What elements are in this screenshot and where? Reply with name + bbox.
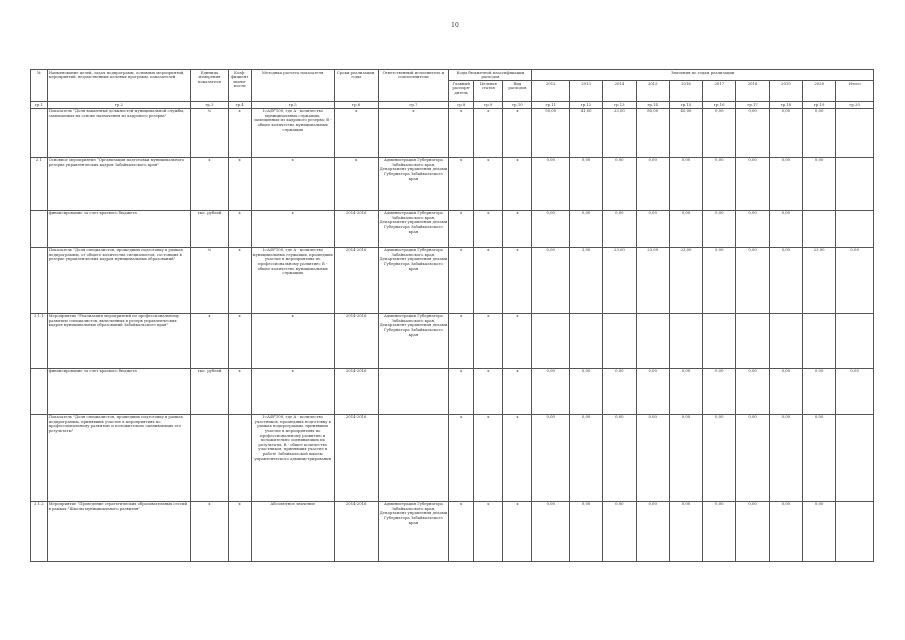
header-year: 2012 bbox=[532, 81, 569, 102]
row-value: 0,00 bbox=[769, 368, 802, 414]
row-value: 0,00 bbox=[703, 368, 736, 414]
row-value: 0,00 bbox=[803, 368, 836, 414]
row-value: 0,00 bbox=[569, 210, 602, 247]
header-year: 2018 bbox=[736, 81, 769, 102]
row-value: 0,00 bbox=[603, 157, 636, 210]
table-row bbox=[31, 247, 874, 313]
row-value: 0,00 bbox=[736, 414, 769, 501]
row-budget-code: x bbox=[503, 313, 532, 368]
row-budget-code: x bbox=[474, 313, 503, 368]
row-value: 0,00 bbox=[769, 501, 802, 561]
header-row-1 bbox=[31, 70, 874, 81]
header-year: 2016 bbox=[669, 81, 702, 102]
row-executor: x bbox=[378, 108, 449, 157]
row-coef: x bbox=[228, 108, 251, 157]
header-budget-col: Целевая статья bbox=[474, 81, 503, 102]
header-exec: Ответственный исполнитель и соисполнители bbox=[378, 70, 449, 102]
row-value: 0,00 bbox=[603, 414, 636, 501]
row-value: 0,00 bbox=[569, 501, 602, 561]
row-value: 0,00 bbox=[532, 210, 569, 247]
row-value: 3,00 bbox=[569, 247, 602, 313]
header-budget-col: Вид расходов bbox=[503, 81, 532, 102]
row-name: Основное мероприятие "Организация подготовки муниципального резерва управленческих кадров Забайкальского края" bbox=[47, 157, 191, 210]
row-value bbox=[569, 313, 602, 368]
row-term: x bbox=[334, 108, 378, 157]
row-unit: % bbox=[191, 247, 228, 313]
col-number: гр.11 bbox=[532, 102, 569, 109]
row-term: 2014-2016 bbox=[334, 247, 378, 313]
row-name: финансирование за счет краевого бюджета bbox=[47, 368, 191, 414]
row-value: 0,00 bbox=[736, 210, 769, 247]
row-unit: % bbox=[191, 108, 228, 157]
row-name: финансирование за счет краевого бюджета bbox=[47, 210, 191, 247]
row-value: 0,00 bbox=[769, 210, 802, 247]
row-value: 0,00 bbox=[669, 210, 702, 247]
row-budget-code: x bbox=[474, 157, 503, 210]
header-year: 2017 bbox=[703, 81, 736, 102]
row-value: 0,00 bbox=[769, 108, 802, 157]
row-value: 0,00 bbox=[703, 210, 736, 247]
row-value: 0,00 bbox=[703, 108, 736, 157]
header-values-group: Значения по годам реализации bbox=[532, 70, 874, 81]
row-budget-code: x bbox=[503, 247, 532, 313]
row-value: 0,00 bbox=[769, 414, 802, 501]
row-coef: x bbox=[228, 210, 251, 247]
row-value bbox=[636, 313, 669, 368]
row-value bbox=[803, 313, 836, 368]
row-budget-code: x bbox=[449, 313, 474, 368]
row-name: Показатель "Доля вакантных должностей муниципальной службы, замещаемых на основе назначения из кадрового резерва" bbox=[47, 108, 191, 157]
row-coef: x bbox=[228, 313, 251, 368]
row-budget-code: x bbox=[503, 210, 532, 247]
row-value: 0,00 bbox=[669, 501, 702, 561]
row-name: Мероприятие "Проведение стратегических образовательных сессий в рамках "Школы муниципального развития" bbox=[47, 501, 191, 561]
row-value: 0,00 bbox=[736, 368, 769, 414]
row-number: 2.1.2 bbox=[31, 501, 48, 561]
column-numbers-row bbox=[31, 102, 874, 109]
row-value: 0,00 bbox=[569, 414, 602, 501]
row-term: 2014-2016 bbox=[334, 501, 378, 561]
row-budget-code: x bbox=[503, 368, 532, 414]
header-unit: Единица измерения показателя bbox=[191, 70, 228, 102]
row-budget-code: x bbox=[474, 501, 503, 561]
row-budget-code: x bbox=[503, 414, 532, 501]
row-coef: x bbox=[228, 157, 251, 210]
row-value: 0,00 bbox=[769, 157, 802, 210]
col-number: гр.2 bbox=[47, 102, 191, 109]
row-budget-code: x bbox=[474, 210, 503, 247]
table-row bbox=[31, 313, 874, 368]
row-value bbox=[669, 313, 702, 368]
row-value: 0,00 bbox=[532, 157, 569, 210]
row-value bbox=[836, 313, 874, 368]
header-budget-group: Коды бюджетной классификации расходов bbox=[449, 70, 532, 81]
col-number: гр.19 bbox=[803, 102, 836, 109]
row-value: 0,00 bbox=[532, 368, 569, 414]
row-number bbox=[31, 108, 48, 157]
row-executor: Администрация Губернатора Забайкальского края, Департамент управления делами Губернатора Забайкальского края bbox=[378, 501, 449, 561]
program-table bbox=[30, 69, 874, 562]
row-budget-code: x bbox=[449, 210, 474, 247]
row-value bbox=[736, 313, 769, 368]
row-value: 0,00 bbox=[532, 501, 569, 561]
row-coef: x bbox=[228, 501, 251, 561]
row-value: 23,00 bbox=[603, 247, 636, 313]
header-year: 2015 bbox=[636, 81, 669, 102]
table-row bbox=[31, 414, 874, 501]
row-value bbox=[769, 313, 802, 368]
row-value: 80,00 bbox=[636, 108, 669, 157]
col-number: гр.13 bbox=[603, 102, 636, 109]
row-value: 0,00 bbox=[569, 368, 602, 414]
row-value: 0,00 bbox=[532, 247, 569, 313]
row-executor: Администрация Губернатора Забайкальского края, Департамент управления делами Губернатора Забайкальского края bbox=[378, 313, 449, 368]
row-number: 2.1 bbox=[31, 157, 48, 210]
row-value: 0,00 bbox=[769, 247, 802, 313]
row-number bbox=[31, 247, 48, 313]
row-number: 2.1.1 bbox=[31, 313, 48, 368]
header-year: Итого bbox=[836, 81, 874, 102]
header-coef: Коэф-фициент значи-мости bbox=[228, 70, 251, 102]
row-method: x bbox=[251, 313, 334, 368]
row-method: x bbox=[251, 210, 334, 247]
col-number: гр.8 bbox=[449, 102, 474, 109]
row-executor: Администрация Губернатора Забайкальского края, Департамент управления делами Губернатора Забайкальского края bbox=[378, 210, 449, 247]
row-term: 2014-2016 bbox=[334, 313, 378, 368]
table-row bbox=[31, 210, 874, 247]
row-value: 0,00 bbox=[603, 368, 636, 414]
col-number: гр.15 bbox=[669, 102, 702, 109]
row-value: 0,00 bbox=[636, 414, 669, 501]
col-number: гр.14 bbox=[636, 102, 669, 109]
row-value: 0,00 bbox=[636, 368, 669, 414]
row-value bbox=[603, 313, 636, 368]
col-number: гр.18 bbox=[769, 102, 802, 109]
row-value: 0,00 bbox=[532, 414, 569, 501]
row-unit: тыс. рублей bbox=[191, 210, 228, 247]
table-row bbox=[31, 501, 874, 561]
row-value: 0,00 bbox=[569, 157, 602, 210]
row-budget-code: x bbox=[449, 501, 474, 561]
row-unit: x bbox=[191, 501, 228, 561]
row-budget-code: x bbox=[449, 414, 474, 501]
row-value bbox=[836, 501, 874, 561]
row-value: 23,00 bbox=[803, 247, 836, 313]
row-term: 2014-2016 bbox=[334, 414, 378, 501]
row-budget-code: x bbox=[449, 108, 474, 157]
row-value: 0,00 bbox=[636, 157, 669, 210]
row-value: 0,00 bbox=[736, 501, 769, 561]
row-value: 0,00 bbox=[836, 247, 874, 313]
row-value: 0,00 bbox=[703, 414, 736, 501]
row-value: 0,00 bbox=[736, 157, 769, 210]
row-budget-code: x bbox=[503, 501, 532, 561]
row-number bbox=[31, 210, 48, 247]
row-method: I=A/B*100, где А - количество муниципальных служащих, прошедших участие в мероприятиях по профессиональному развитию; B - общее количество муниципальных служащих bbox=[251, 247, 334, 313]
row-value: 0,00 bbox=[669, 157, 702, 210]
row-value bbox=[836, 157, 874, 210]
row-number bbox=[31, 414, 48, 501]
row-value: 40,00 bbox=[669, 108, 702, 157]
header-term: Сроки реализации, годы bbox=[334, 70, 378, 102]
col-number: гр.17 bbox=[736, 102, 769, 109]
row-method: Абсолютное значение bbox=[251, 501, 334, 561]
row-unit: тыс. рублей bbox=[191, 368, 228, 414]
row-method: x bbox=[251, 368, 334, 414]
row-value: 0,00 bbox=[703, 157, 736, 210]
col-number: гр.4 bbox=[228, 102, 251, 109]
table-row bbox=[31, 157, 874, 210]
row-name: Показатель "Доля специалистов, прошедших подготовку в рамках подпрограммы, от общего количества специалистов, состоящих в резерве управленческих кадров муниципальных образований" bbox=[47, 247, 191, 313]
row-value bbox=[703, 313, 736, 368]
row-budget-code: x bbox=[449, 157, 474, 210]
page-number: 10 bbox=[451, 22, 459, 29]
row-budget-code: x bbox=[449, 247, 474, 313]
row-value bbox=[836, 108, 874, 157]
col-number: гр.9 bbox=[474, 102, 503, 109]
header-year: 2020 bbox=[803, 81, 836, 102]
row-budget-code: x bbox=[474, 108, 503, 157]
row-coef: x bbox=[228, 247, 251, 313]
row-value: 0,00 bbox=[636, 210, 669, 247]
row-executor: Администрация Губернатора Забайкальского края, Департамент управления делами Губернатора Забайкальского края bbox=[378, 157, 449, 210]
col-number: гр.16 bbox=[703, 102, 736, 109]
header-year: 2014 bbox=[603, 81, 636, 102]
header-budget-col: Главный распоря-дитель bbox=[449, 81, 474, 102]
row-method: I=A/B*100, где А - количество муниципальных служащих, замещенных из кадрового резерва; B - общее количество муниципальных служащих bbox=[251, 108, 334, 157]
row-number bbox=[31, 368, 48, 414]
row-method: x bbox=[251, 157, 334, 210]
row-value: 0,00 bbox=[736, 247, 769, 313]
col-number: гр.20 bbox=[836, 102, 874, 109]
row-value: 0,00 bbox=[703, 247, 736, 313]
row-value: 0,00 bbox=[803, 414, 836, 501]
row-value bbox=[836, 210, 874, 247]
row-budget-code: x bbox=[503, 157, 532, 210]
row-unit bbox=[191, 414, 228, 501]
row-value: 23,00 bbox=[669, 247, 702, 313]
col-number: гр.3 bbox=[191, 102, 228, 109]
row-value: 0,00 bbox=[736, 108, 769, 157]
row-executor: Администрация Губернатора Забайкальского края, Департамент управления делами Губернатора Забайкальского края bbox=[378, 247, 449, 313]
row-unit: x bbox=[191, 157, 228, 210]
col-number: гр.1 bbox=[31, 102, 48, 109]
table-body bbox=[31, 108, 874, 561]
row-value: 23,00 bbox=[636, 247, 669, 313]
row-value: 0,00 bbox=[669, 414, 702, 501]
row-budget-code: x bbox=[503, 108, 532, 157]
header-method: Методика расчета показателя bbox=[251, 70, 334, 102]
row-budget-code: x bbox=[474, 414, 503, 501]
row-executor bbox=[378, 368, 449, 414]
row-value: 0,00 bbox=[703, 501, 736, 561]
col-number: гр.10 bbox=[503, 102, 532, 109]
row-value: 41,00 bbox=[569, 108, 602, 157]
row-value: 0,00 bbox=[836, 368, 874, 414]
header-name: Наименование целей, задач подпрограмм, основных мероприятий, мероприятий, ведомственных целевых программ, показателей bbox=[47, 70, 191, 102]
row-term: 2014-2016 bbox=[334, 368, 378, 414]
row-executor bbox=[378, 414, 449, 501]
row-value: 0,00 bbox=[603, 210, 636, 247]
row-budget-code: x bbox=[474, 368, 503, 414]
header-no: № bbox=[31, 70, 48, 102]
row-value: 0,00 bbox=[803, 501, 836, 561]
row-value: 0,00 bbox=[803, 157, 836, 210]
row-coef bbox=[228, 414, 251, 501]
row-unit: x bbox=[191, 313, 228, 368]
col-number: гр.7 bbox=[378, 102, 449, 109]
row-method: I=A/B*100, где А - количество участников, прошедших подготовку в рамках подпрограммы, принявших участие в мероприятиях по профессиональному развитию и положительно оценивающих их результаты, B - общее количество участников, принявших участие в работе Забайкальской школы управленческого администрирования bbox=[251, 414, 334, 501]
row-term: 2014-2016 bbox=[334, 210, 378, 247]
row-value: 0,00 bbox=[669, 368, 702, 414]
row-value: 0,00 bbox=[636, 501, 669, 561]
row-value: 0,00 bbox=[803, 108, 836, 157]
table-row bbox=[31, 108, 874, 157]
row-budget-code: x bbox=[474, 247, 503, 313]
row-term: x bbox=[334, 157, 378, 210]
row-value: 50,00 bbox=[532, 108, 569, 157]
row-value bbox=[803, 210, 836, 247]
row-value bbox=[532, 313, 569, 368]
row-coef: x bbox=[228, 368, 251, 414]
col-number: гр.6 bbox=[334, 102, 378, 109]
header-year: 2013 bbox=[569, 81, 602, 102]
col-number: гр.5 bbox=[251, 102, 334, 109]
row-value bbox=[836, 414, 874, 501]
header-year: 2019 bbox=[769, 81, 802, 102]
row-name: Мероприятие "Реализация мероприятий по профессиональному развитию специалистов, включенных в резерв управленческих кадров муниципальных образований Забайкальского края" bbox=[47, 313, 191, 368]
row-value: 0,00 bbox=[603, 501, 636, 561]
col-number: гр.12 bbox=[569, 102, 602, 109]
row-budget-code: x bbox=[449, 368, 474, 414]
row-value: 23,00 bbox=[603, 108, 636, 157]
row-name: Показатель "Доля специалистов, прошедших подготовку в рамках подпрограммы, принявших участие в мероприятиях по профессиональному развитию и положительно оценивающих его результаты" bbox=[47, 414, 191, 501]
table-row bbox=[31, 368, 874, 414]
